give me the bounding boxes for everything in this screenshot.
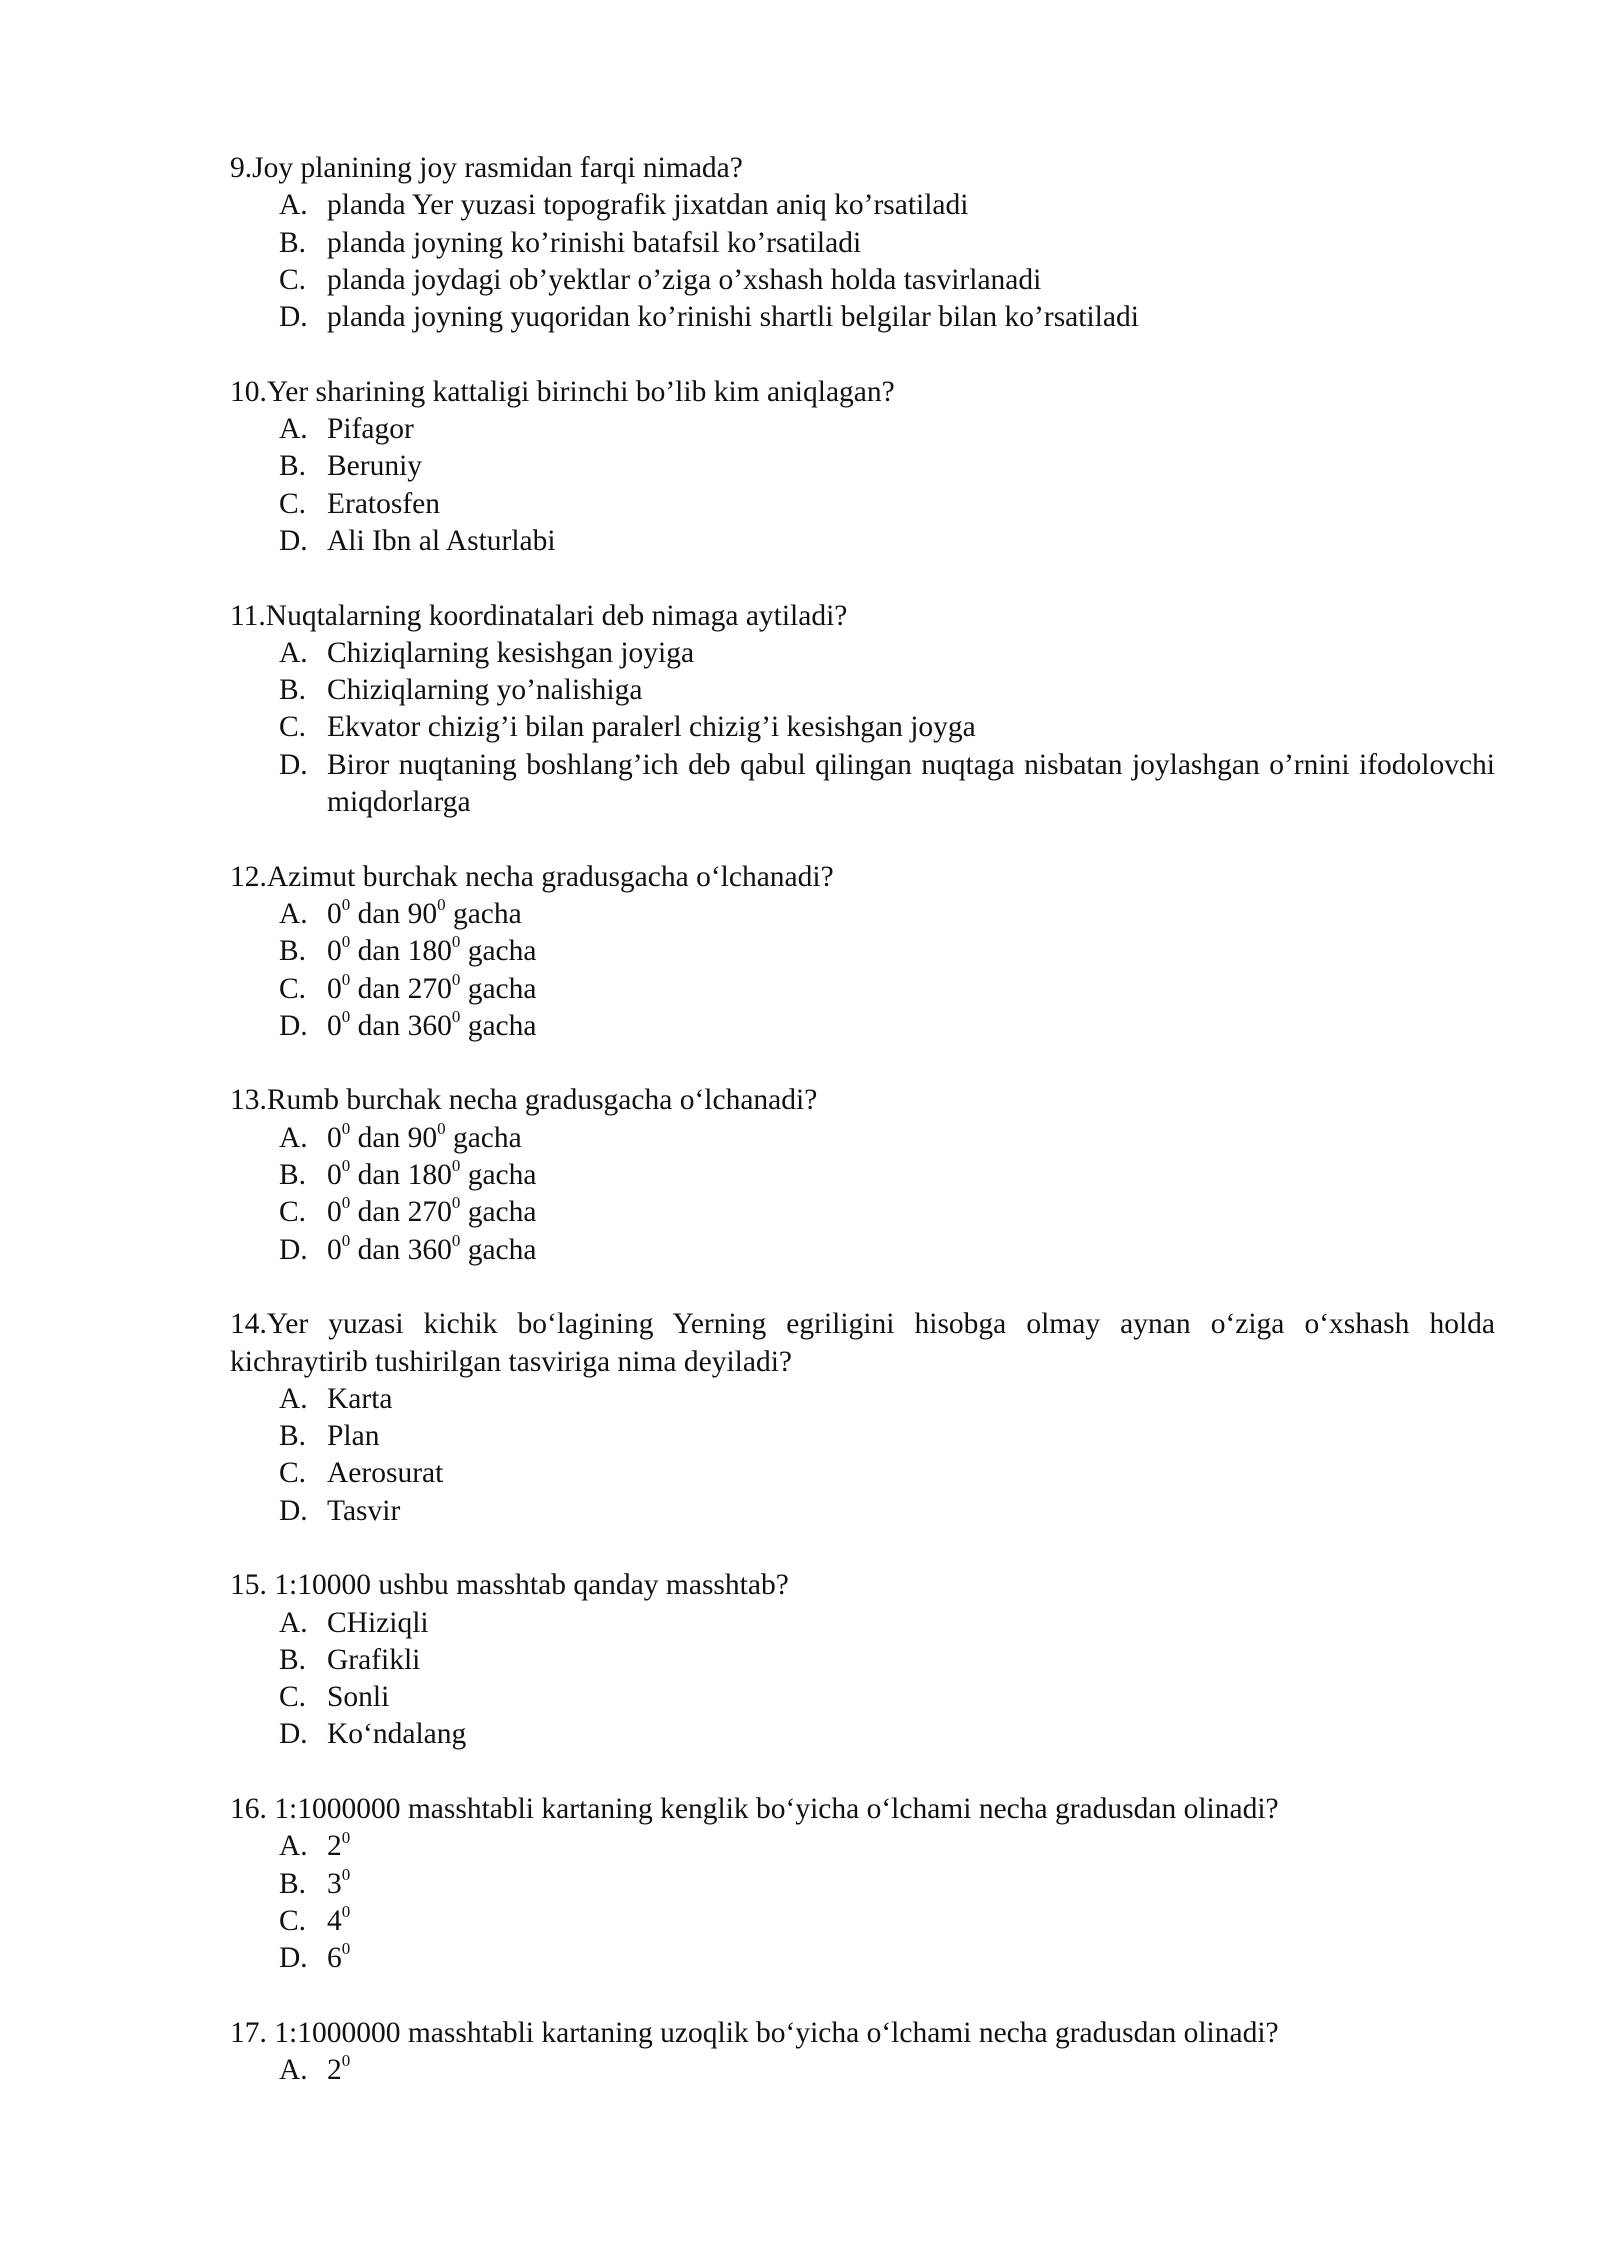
question-text: 13.Rumb burchak necha gradusgacha o‘lchanadi? bbox=[230, 1084, 818, 1117]
option-letter: A. bbox=[279, 189, 308, 222]
answer-option bbox=[230, 896, 1495, 933]
question-17 bbox=[230, 2015, 1495, 2090]
option-letter: D. bbox=[279, 1009, 308, 1042]
option-letter: C. bbox=[279, 711, 307, 744]
range-start: 0 bbox=[327, 1009, 342, 1042]
option-text: Eratosfen bbox=[327, 487, 441, 520]
degree-mark: 0 bbox=[341, 1939, 351, 1959]
answer-option bbox=[230, 1120, 1495, 1157]
answer-option bbox=[230, 1493, 1495, 1530]
degree-mark: 0 bbox=[341, 1007, 351, 1026]
range-suffix: gacha bbox=[460, 935, 537, 968]
range-word: dan bbox=[350, 1233, 408, 1266]
range-suffix: gacha bbox=[460, 1159, 537, 1192]
option-letter: B. bbox=[279, 1643, 307, 1676]
option-letter: D. bbox=[279, 1942, 308, 1975]
degree-mark: 0 bbox=[341, 1193, 351, 1213]
option-text: planda joyning yuqoridan ko’rinishi shartli belgilar bilan ko’rsatiladi bbox=[327, 301, 1139, 334]
range-end: 180 bbox=[407, 935, 452, 968]
option-letter: A. bbox=[279, 1121, 308, 1154]
answer-option bbox=[230, 1940, 1495, 1977]
degree-mark: 0 bbox=[341, 1118, 351, 1138]
option-letter: B. bbox=[279, 1867, 307, 1900]
answer-option bbox=[230, 1418, 1495, 1455]
range-word: dan bbox=[350, 972, 408, 1005]
range-suffix: gacha bbox=[460, 972, 537, 1005]
option-letter: C. bbox=[279, 263, 307, 296]
degree-value: 4 bbox=[327, 1904, 342, 1937]
range-end: 180 bbox=[407, 1159, 452, 1192]
answer-option bbox=[230, 225, 1495, 262]
option-letter: B. bbox=[279, 1420, 307, 1453]
range-start: 0 bbox=[327, 1121, 342, 1154]
answer-option bbox=[230, 1903, 1495, 1940]
question-text: 12.Azimut burchak necha gradusgacha o‘lchanadi? bbox=[230, 860, 834, 893]
option-letter: B. bbox=[279, 450, 307, 483]
option-text: planda joydagi ob’yektlar o’ziga o’xshash holda tasvirlanadi bbox=[327, 263, 1042, 296]
option-letter: C. bbox=[279, 1457, 307, 1490]
option-letter: D. bbox=[279, 1718, 308, 1751]
answer-option bbox=[230, 1194, 1495, 1231]
degree-mark: 0 bbox=[451, 1156, 461, 1176]
range-word: dan bbox=[350, 897, 408, 930]
range-suffix: gacha bbox=[460, 1233, 537, 1266]
option-letter: B. bbox=[279, 674, 307, 707]
range-start: 0 bbox=[327, 972, 342, 1005]
question-12 bbox=[230, 859, 1495, 1045]
degree-mark: 0 bbox=[341, 1827, 351, 1847]
answer-option bbox=[230, 971, 1495, 1008]
degree-mark: 0 bbox=[341, 1864, 351, 1884]
question-text: 10.Yer sharining kattaligi birinchi bo’lib kim aniqlagan? bbox=[230, 375, 895, 408]
answer-option bbox=[230, 1008, 1495, 1045]
degree-mark: 0 bbox=[341, 895, 351, 915]
option-letter: C. bbox=[279, 1904, 307, 1937]
range-end: 270 bbox=[407, 1196, 452, 1229]
degree-mark: 0 bbox=[451, 1230, 461, 1250]
answer-option bbox=[230, 262, 1495, 299]
option-text: CHiziqli bbox=[327, 1606, 429, 1639]
degree-mark: 0 bbox=[451, 932, 461, 952]
degree-mark: 0 bbox=[341, 932, 351, 952]
question-text: 17. 1:1000000 masshtabli kartaning uzoqlik bo‘yicha o‘lchami necha gradusdan olinadi? bbox=[230, 2016, 1279, 2049]
degree-mark: 0 bbox=[341, 969, 351, 989]
range-start: 0 bbox=[327, 1159, 342, 1192]
range-word: dan bbox=[350, 1121, 408, 1154]
degree-mark: 0 bbox=[437, 1118, 446, 1138]
degree-mark: 0 bbox=[341, 2051, 351, 2071]
answer-option bbox=[230, 672, 1495, 709]
option-text: planda Yer yuzasi topografik jixatdan aniq ko’rsatiladi bbox=[327, 189, 969, 222]
question-9 bbox=[230, 150, 1495, 336]
answer-option bbox=[230, 411, 1495, 448]
range-suffix: gacha bbox=[460, 1009, 537, 1042]
range-start: 0 bbox=[327, 935, 342, 968]
option-letter: B. bbox=[279, 1159, 307, 1192]
question-16 bbox=[230, 1791, 1495, 1977]
answer-option bbox=[230, 1381, 1495, 1418]
option-text: Ali Ibn al Asturlabi bbox=[327, 524, 556, 557]
option-letter: A. bbox=[279, 636, 308, 669]
answer-option bbox=[230, 1605, 1495, 1642]
answer-option bbox=[230, 299, 1495, 336]
degree-mark: 0 bbox=[341, 1156, 351, 1176]
answer-option bbox=[230, 1642, 1495, 1679]
answer-option bbox=[230, 1232, 1495, 1269]
range-end: 270 bbox=[407, 972, 452, 1005]
answer-option bbox=[230, 1455, 1495, 1492]
range-end: 90 bbox=[407, 897, 438, 930]
question-text: 14.Yer yuzasi kichik bo‘lagining Yerning egriligini hisobga olmay aynan o‘ziga o‘xshash holda kichraytirib tushirilgan tasviriga nima deyiladi? bbox=[230, 1308, 1495, 1378]
document-page bbox=[230, 150, 1495, 2127]
option-letter: A. bbox=[279, 1606, 308, 1639]
question-text: 15. 1:10000 ushbu masshtab qanday masshtab? bbox=[230, 1569, 789, 1602]
option-text: Tasvir bbox=[327, 1494, 401, 1527]
range-word: dan bbox=[350, 1196, 408, 1229]
question-11 bbox=[230, 598, 1495, 822]
degree-mark: 0 bbox=[451, 1007, 461, 1026]
range-word: dan bbox=[350, 935, 408, 968]
question-15 bbox=[230, 1567, 1495, 1753]
option-text: Grafikli bbox=[327, 1643, 421, 1676]
option-letter: C. bbox=[279, 1681, 307, 1714]
answer-option bbox=[230, 1716, 1495, 1753]
range-end: 360 bbox=[407, 1009, 452, 1042]
answer-option bbox=[230, 709, 1495, 746]
degree-mark: 0 bbox=[437, 895, 446, 915]
answer-option bbox=[230, 1828, 1495, 1865]
answer-option bbox=[230, 523, 1495, 560]
range-word: dan bbox=[350, 1009, 408, 1042]
option-text: Beruniy bbox=[327, 450, 423, 483]
range-end: 90 bbox=[407, 1121, 438, 1154]
answer-option bbox=[230, 747, 1495, 822]
option-text: planda joyning ko’rinishi batafsil ko’rsatiladi bbox=[327, 226, 862, 259]
option-letter: D. bbox=[279, 748, 308, 781]
answer-option bbox=[230, 1679, 1495, 1716]
question-14 bbox=[230, 1306, 1495, 1530]
option-text: Sonli bbox=[327, 1681, 390, 1714]
option-letter: A. bbox=[279, 413, 308, 446]
degree-value: 3 bbox=[327, 1867, 342, 1900]
range-suffix: gacha bbox=[445, 897, 522, 930]
degree-value: 2 bbox=[327, 1830, 342, 1863]
degree-value: 6 bbox=[327, 1942, 342, 1975]
option-letter: A. bbox=[279, 897, 308, 930]
range-suffix: gacha bbox=[445, 1121, 522, 1154]
answer-option bbox=[230, 486, 1495, 523]
option-letter: B. bbox=[279, 226, 307, 259]
question-text: 11.Nuqtalarning koordinatalari deb nimaga aytiladi? bbox=[230, 599, 848, 632]
range-start: 0 bbox=[327, 1233, 342, 1266]
range-start: 0 bbox=[327, 897, 342, 930]
range-end: 360 bbox=[407, 1233, 452, 1266]
option-letter: D. bbox=[279, 1494, 308, 1527]
option-text: Chiziqlarning yo’nalishiga bbox=[327, 674, 643, 707]
degree-mark: 0 bbox=[341, 1902, 351, 1922]
option-letter: A. bbox=[279, 1830, 308, 1863]
answer-option bbox=[230, 933, 1495, 970]
option-letter: C. bbox=[279, 487, 307, 520]
option-text: Chiziqlarning kesishgan joyiga bbox=[327, 636, 695, 669]
question-13 bbox=[230, 1082, 1495, 1268]
question-10 bbox=[230, 374, 1495, 560]
option-text: Aerosurat bbox=[327, 1457, 444, 1490]
option-letter: D. bbox=[279, 301, 308, 334]
option-letter: C. bbox=[279, 1196, 307, 1229]
option-text: Ko‘ndalang bbox=[327, 1718, 467, 1751]
option-letter: B. bbox=[279, 935, 307, 968]
degree-mark: 0 bbox=[341, 1230, 351, 1250]
question-text: 9.Joy planining joy rasmidan farqi nimada? bbox=[230, 152, 743, 184]
degree-mark: 0 bbox=[451, 969, 461, 989]
option-letter: A. bbox=[279, 1382, 308, 1415]
range-start: 0 bbox=[327, 1196, 342, 1229]
answer-option bbox=[230, 187, 1495, 224]
answer-option bbox=[230, 2052, 1495, 2089]
option-text: Ekvator chizig’i bilan paralerl chizig’i kesishgan joyga bbox=[327, 711, 976, 744]
option-text: Karta bbox=[327, 1382, 393, 1415]
answer-option bbox=[230, 635, 1495, 672]
question-text: 16. 1:1000000 masshtabli kartaning kenglik bo‘yicha o‘lchami necha gradusdan olinadi? bbox=[230, 1793, 1279, 1826]
degree-value: 2 bbox=[327, 2054, 342, 2087]
option-letter: D. bbox=[279, 524, 308, 557]
option-letter: C. bbox=[279, 972, 307, 1005]
answer-option bbox=[230, 448, 1495, 485]
option-letter: A. bbox=[279, 2054, 308, 2087]
range-suffix: gacha bbox=[460, 1196, 537, 1229]
answer-option bbox=[230, 1866, 1495, 1903]
degree-mark: 0 bbox=[451, 1193, 461, 1213]
option-letter: D. bbox=[279, 1233, 308, 1266]
option-text: Pifagor bbox=[327, 413, 414, 446]
answer-option bbox=[230, 1157, 1495, 1194]
option-text: Biror nuqtaning boshlang’ich deb qabul qilingan nuqtaga nisbatan joylashgan o’rnini ifodolovchi miqdorlarga bbox=[327, 748, 1495, 819]
option-text: Plan bbox=[327, 1420, 380, 1453]
range-word: dan bbox=[350, 1159, 408, 1192]
